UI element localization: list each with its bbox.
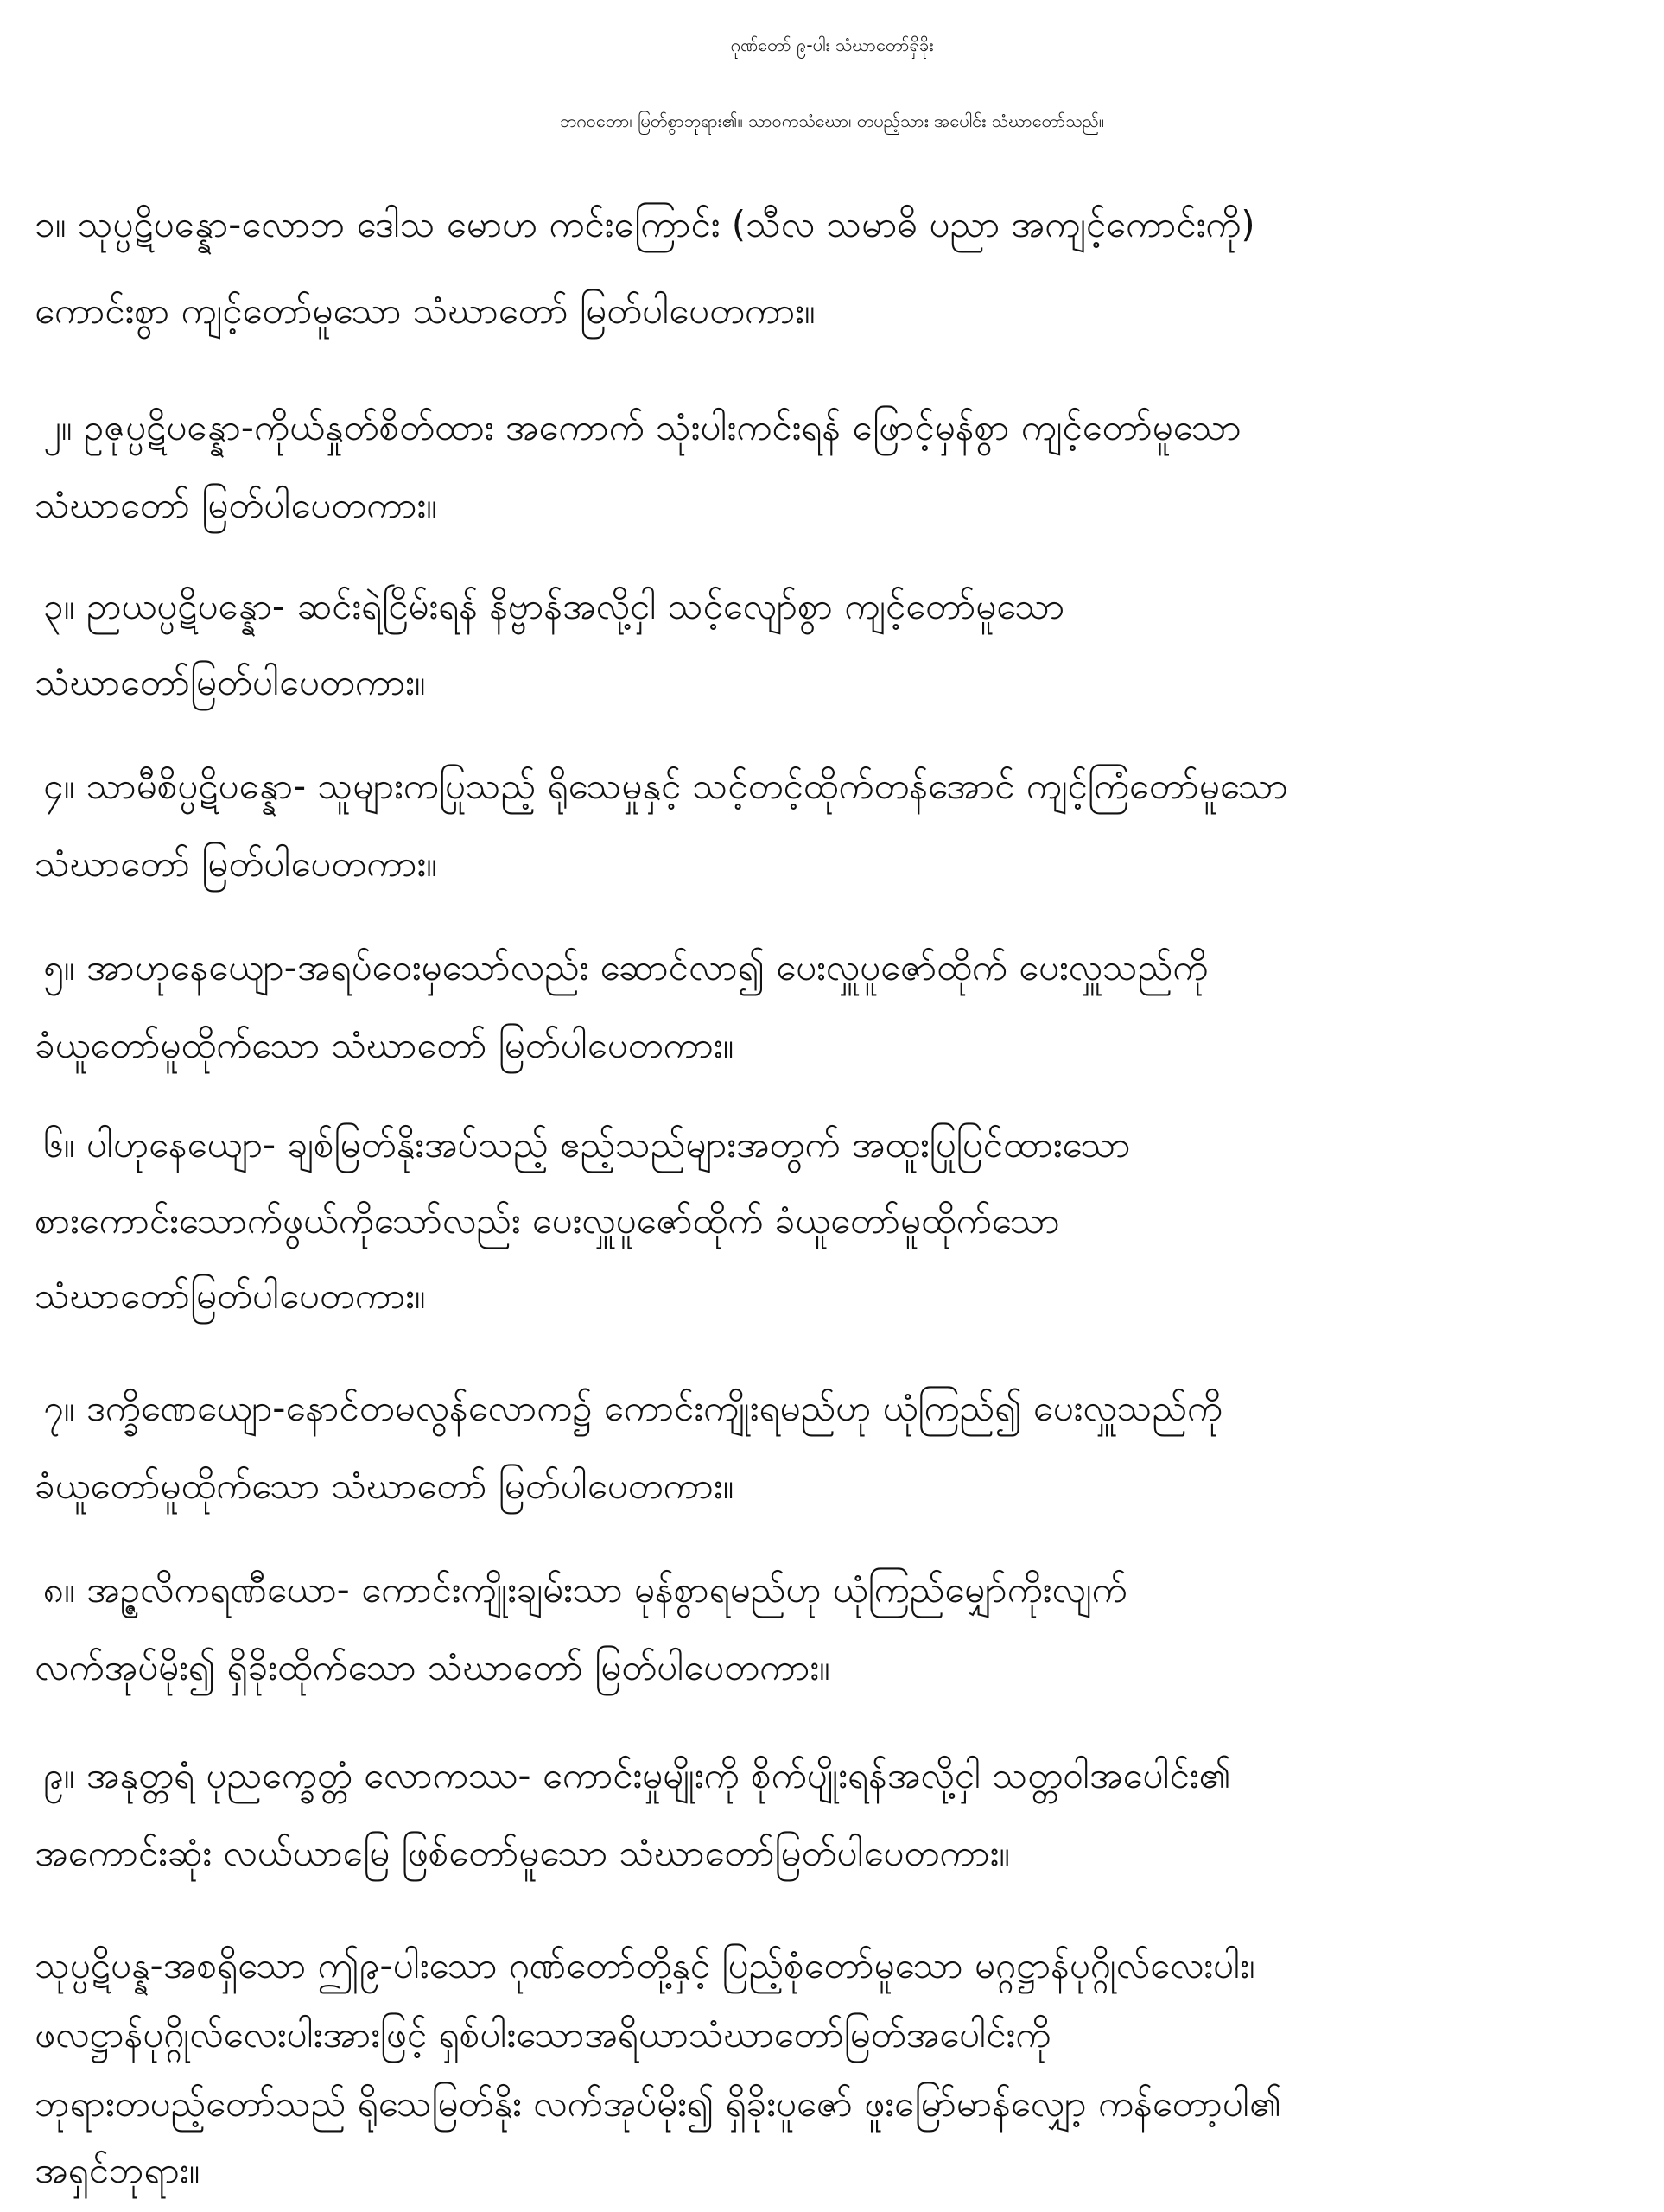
item-8-line-1: ၈။ အဉ္ဇလိကရဏီယော- ကောင်းကျိုးချမ်းသာ မုန်စွာရမည်ဟု ယုံကြည်မျှော်ကိုးလျက် [43,1568,1127,1611]
item-2-line-2: သံဃာတော် မြတ်ပါပေတကား။ [35,484,437,526]
item-6-line-2: စားကောင်းသောက်ဖွယ်ကိုသော်လည်း ပေးလှူပူဇော်ထိုက် ခံယူတော်မူထိုက်သော [35,1199,1060,1242]
closing-line-2: ဖလဋ္ဌာန်ပုဂ္ဂိုလ်လေးပါးအားဖြင့် ရှစ်ပါးသောအရိယာသံဃာတော်မြတ်အပေါင်းကို [35,2013,1051,2056]
document-title: ဂုဏ်တော် ၉-ပါး သံဃာတော်ရှိခိုး [730,35,934,55]
item-8-line-2: လက်အုပ်မိုး၍ ရှိခိုးထိုက်သော သံဃာတော် မြတ်ပါပေတကား။ [35,1646,830,1688]
item-1-line-1: ၁။ သုပ္ပဋိပန္နော-လောဘ ဒေါသ မောဟ ကင်းကြောင်း (သီလ သမာဓိ ပညာ အကျင့်ကောင်းကို) [35,203,1255,245]
item-4-line-1: ၄။ သာမီစိပ္ပဋိပန္နော- သူများကပြုသည့် ရိုသေမှုနှင့် သင့်တင့်ထိုက်တန်အောင် ကျင့်ကြံတော်မူသော [43,765,1288,807]
item-6-line-1: ၆။ ပါဟုနေယျော- ချစ်မြတ်နိုးအပ်သည့် ဧည့်သည်များအတွက် အထူးပြုပြင်ထားသော [43,1123,1131,1166]
item-5-line-2: ခံယူတော်မူထိုက်သော သံဃာတော် မြတ်ပါပေတကား။ [35,1024,734,1066]
closing-line-1: သုပ္ပဋိပန္န-အစရှိသော ဤ၉-ပါးသော ဂုဏ်တော်တို့နှင့် ပြည့်စုံတော်မူသော မဂ္ဂဋ္ဌာန်ပုဂ္ဂိုလ်လေးပါး၊ [35,1944,1255,1986]
item-4-line-2: သံဃာတော် မြတ်ပါပေတကား။ [35,842,437,885]
item-9-line-2: အကောင်းဆုံး လယ်ယာမြေ ဖြစ်တော်မူသော သံဃာတော်မြတ်ပါပေတကား။ [35,1832,1010,1874]
item-1-line-2: ကောင်းစွာ ကျင့်တော်မူသော သံဃာတော် မြတ်ပါပေတကား။ [35,289,816,332]
document-subtitle: ဘဂဝတော၊ မြတ်စွာဘုရား၏။ သာဝကသံဃော၊ တပည့်သား အပေါင်း သံဃာတော်သည်။ [560,111,1104,131]
item-3-line-2: သံဃာတော်မြတ်ပါပေတကား။ [35,661,426,703]
item-5-line-1: ၅။ အာဟုနေယျော-အရပ်ဝေးမှသော်လည်း ဆောင်လာ၍ ပေးလှူပူဇော်ထိုက် ပေးလှူသည်ကို [43,946,1209,988]
item-2-line-1: ၂။ ဥဇုပ္ပဋိပန္နော-ကိုယ်နှုတ်စိတ်ထား အကောက် သုံးပါးကင်းရန် ဖြောင့်မှန်စွာ ကျင့်တော်မူသော [43,406,1242,448]
item-7-line-2: ခံယူတော်မူထိုက်သော သံဃာတော် မြတ်ပါပေတကား။ [35,1465,734,1507]
item-6-line-3: သံဃာတော်မြတ်ပါပေတကား။ [35,1274,426,1317]
item-9-line-1: ၉။ အနုတ္တရံ ပုညက္ခေတ္တံ လောကဿ- ကောင်းမှုမျိုးကို စိုက်ပျိုးရန်အလို့ငှါ သတ္တဝါအပေါင်း၏ [43,1754,1231,1796]
item-7-line-1: ၇။ ဒက္ခိဏေယျော-နောင်တမလွန်လောက၌ ကောင်းကျိုးရမည်ဟု ယုံကြည်၍ ပေးလှူသည်ကို [43,1387,1223,1429]
closing-line-3: ဘုရားတပည့်တော်သည် ရိုသေမြတ်နိုး လက်အုပ်မိုး၍ ရှိခိုးပူဇော် ဖူးမြော်မာန်လျှော့ ကန်တော့ပါ၏ [35,2082,1282,2125]
item-3-line-1: ၃။ ဉာယပ္ပဋိပန္နော- ဆင်းရဲငြိမ်းရန် နိဗ္ဗာန်အလို့ငှါ သင့်လျော်စွာ ကျင့်တော်မူသော [43,585,1065,627]
closing-line-4: အရှင်ဘုရား။ [35,2149,200,2191]
